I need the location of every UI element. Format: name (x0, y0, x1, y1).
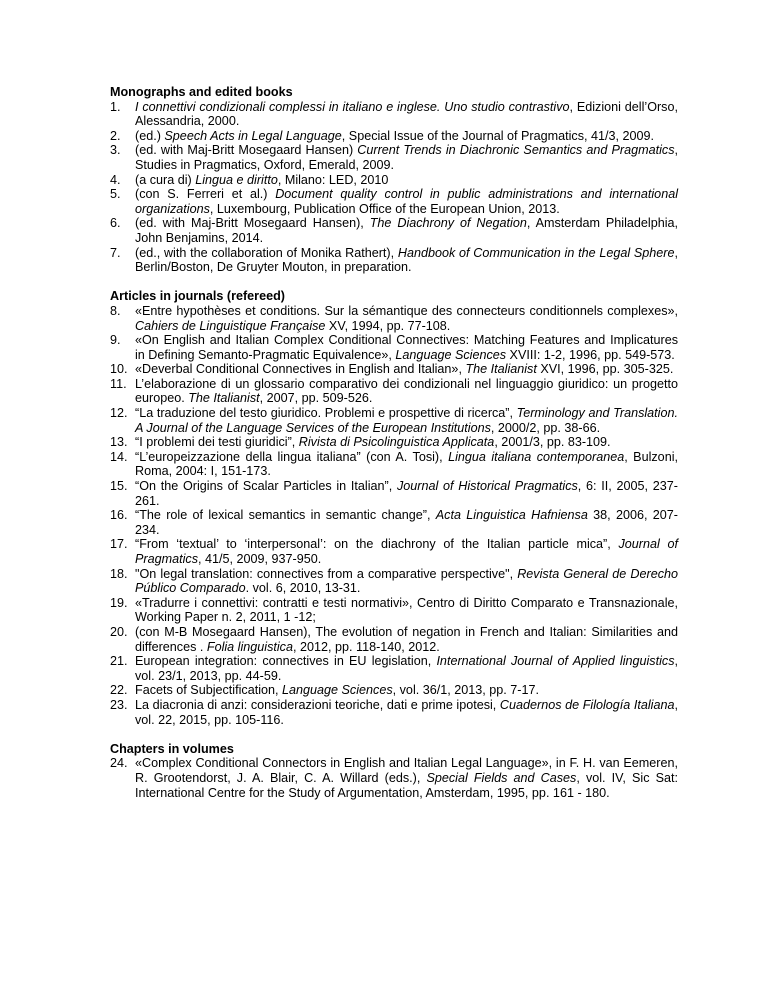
item-number: 13. (110, 435, 128, 450)
item-number: 19. (110, 595, 128, 610)
list-item (110, 508, 678, 537)
citation-text: (con S. Ferreri et al.) (135, 187, 276, 202)
item-number: 21. (110, 654, 128, 669)
citation-title: The Italianist (465, 362, 537, 377)
list-item (110, 537, 678, 566)
item-number: 24. (110, 756, 128, 771)
publication-list (110, 85, 678, 800)
section-title: Chapters in volumes (110, 741, 234, 756)
list-item (110, 596, 678, 625)
citation-text: , Berlin/Boston, De Gruyter Mouton, in preparation. (135, 245, 678, 275)
citation-title: Journal of Pragmatics (135, 537, 678, 566)
list-item (110, 654, 678, 683)
citation-text: , 41/5, 2009, 937-950. (198, 552, 322, 566)
citation-text: , 2001/3, pp. 83-109. (494, 435, 611, 450)
list-item (110, 698, 678, 727)
citation-text: , Amsterdam Philadelphia, John Benjamins, 2014. (135, 216, 679, 245)
citation-text: (ed. with Maj-Britt Mosegaard Hansen), (135, 216, 370, 231)
citation-text: XV, 1994, pp. 77-108. (325, 318, 451, 333)
citation-text: “La traduzione del testo giuridico. Problemi e prospettive di ricerca”, (135, 406, 517, 421)
citation-text: «Complex Conditional Connectors in English and Italian Legal Language», in F. H. van Eemeren, R. Grootendorst, J. A. Blair, C. A. Willard (eds.), (135, 756, 678, 785)
citation-text: (a cura di) (135, 172, 196, 187)
list-item (110, 756, 678, 800)
item-number: 7. (110, 245, 121, 260)
citation-title: Cuadernos de Filología Italiana (499, 697, 675, 712)
citation-title: Current Trends in Diachronic Semantics and Pragmatics (357, 143, 675, 158)
section-title: Monographs and edited books (110, 85, 293, 99)
citation-text: , Luxembourg, Publication Office of the European Union, 2013. (209, 201, 560, 216)
citation-text: XVI, 1996, pp. 305-325. (536, 362, 674, 377)
citation-text: (ed., with the collaboration of Monika Rathert), (135, 245, 398, 260)
citation-text: . vol. 6, 2010, 13-31. (245, 581, 361, 596)
item-number: 4. (110, 172, 121, 187)
citation-title: I connettivi condizionali complessi in italiano e inglese. Uno studio contrastivo (135, 99, 570, 114)
citation-text: , Special Issue of the Journal of Pragmatics, 41/3, 2009. (341, 128, 655, 143)
citation-text: “From ‘textual’ to ‘interpersonal’: on the diachrony of the Italian particle mica”, (135, 537, 619, 552)
list-item (110, 479, 678, 508)
citation-text: XVIII: 1-2, 1996, pp. 549-573. (506, 347, 675, 362)
citation-title: The Diachrony of Negation (369, 216, 527, 231)
item-number: 3. (110, 143, 121, 158)
list-item (110, 187, 678, 216)
citation-title: Journal of Historical Pragmatics (396, 479, 578, 494)
list-item (110, 216, 678, 245)
list-item (110, 683, 678, 698)
citation-title: Rivista di Psicolinguistica Applicata (298, 435, 495, 450)
list-item (110, 304, 678, 333)
citation-title: Language Sciences (282, 683, 393, 698)
citation-text: , Bulzoni, Roma, 2004: I, 151-173. (135, 449, 678, 479)
item-number: 17. (110, 537, 128, 552)
citation-title: Special Fields and Cases (426, 770, 577, 785)
list-item (110, 450, 678, 479)
list-item (110, 100, 678, 129)
citation-text: (con M-B Mosegaard Hansen), The evolution of negation in French and Italian: Similarities and differences . (135, 624, 678, 654)
list-item (110, 406, 678, 435)
citation-title: Lingua e diritto (195, 172, 278, 187)
citation-title: Acta Linguistica Hafniensa (435, 508, 588, 523)
citation-text: "On legal translation: connectives from a comparative perspective", (135, 566, 518, 581)
citation-text: , Studies in Pragmatics, Oxford, Emerald, 2009. (135, 143, 678, 172)
item-number: 23. (110, 697, 128, 712)
citation-title: Document quality control in public administrations and international organizations (135, 187, 678, 216)
citation-text: “On the Origins of Scalar Particles in Italian”, (135, 479, 397, 494)
citation-text: «On English and Italian Complex Conditional Connectives: Matching Features and Implicatures in Defining Semanto-Pragmatic Equivalence», (135, 333, 678, 362)
citation-text: “L’europeizzazione della lingua italiana” (con A. Tosi), (135, 449, 449, 464)
item-number: 18. (110, 566, 128, 581)
citation-title: Lingua italiana contemporanea (448, 449, 625, 464)
list-item (110, 173, 678, 188)
citation-text: «Entre hypothèses et conditions. Sur la sémantique des connecteurs conditionnels complexes», (135, 303, 678, 318)
citation-text: , vol. 36/1, 2013, pp. 7-17. (392, 683, 539, 698)
citation-title: International Journal of Applied linguistics (436, 654, 675, 669)
section (110, 85, 678, 275)
section-title: Articles in journals (refereed) (110, 289, 285, 304)
citation-title: Cahiers de Linguistique Française (135, 318, 326, 333)
item-number: 20. (110, 624, 128, 639)
item-number: 6. (110, 216, 121, 231)
citation-text: (ed.) (135, 128, 165, 143)
list-item (110, 246, 678, 275)
citation-text: , Milano: LED, 2010 (277, 172, 389, 187)
citation-text: , 2000/2, pp. 38-66. (490, 420, 601, 435)
citation-title: Terminology and Translation. A Journal of the Language Services of the European Institutions (135, 406, 678, 435)
citation-title: The Italianist (188, 391, 260, 406)
item-number: 11. (110, 376, 127, 391)
list-item (110, 333, 678, 362)
publication-list-items (110, 100, 678, 275)
section (110, 289, 678, 727)
citation-text: , Edizioni dell’Orso, Alessandria, 2000. (135, 99, 678, 129)
item-number: 12. (110, 406, 128, 421)
citation-title: Speech Acts in Legal Language (164, 128, 342, 143)
item-number: 8. (110, 303, 121, 318)
citation-text: «Tradurre i connettivi: contratti e testi normativi», Centro di Diritto Comparato e Transnazionale, Working Paper n. 2, 2011, 1 -12; (135, 595, 678, 625)
citation-title: Folia linguistica (206, 639, 293, 654)
publication-list-items (110, 756, 678, 800)
citation-text: , vol. IV, Sic Sat: International Centre for the Study of Argumentation, Amsterdam, 1995, pp. 161 - 180. (135, 770, 678, 800)
item-number: 22. (110, 683, 128, 698)
citation-text: , vol. 23/1, 2013, pp. 44-59. (135, 654, 678, 683)
item-number: 16. (110, 508, 128, 523)
citation-text: «Deverbal Conditional Connectives in English and Italian», (135, 362, 466, 377)
list-item (110, 567, 678, 596)
citation-text: , 2007, pp. 509-526. (259, 391, 373, 406)
citation-text: 38, 2006, 207-234. (135, 508, 678, 537)
citation-text: “The role of lexical semantics in semantic change”, (135, 508, 436, 523)
citation-text: European integration: connectives in EU legislation, (135, 654, 437, 669)
item-number: 15. (110, 479, 128, 494)
citation-title: Revista General de Derecho Público Comparado (135, 566, 679, 596)
item-number: 5. (110, 187, 121, 202)
list-item (110, 129, 678, 144)
item-number: 2. (110, 128, 121, 143)
item-number: 1. (110, 99, 121, 114)
list-item (110, 362, 678, 377)
citation-text: “I problemi dei testi giuridici”, (135, 435, 299, 450)
citation-text: , 2012, pp. 118-140, 2012. (292, 639, 440, 654)
list-item (110, 377, 678, 406)
citation-text: Facets of Subjectification, (135, 683, 282, 698)
list-item (110, 143, 678, 172)
item-number: 10. (110, 362, 128, 377)
item-number: 14. (110, 449, 128, 464)
section (110, 742, 678, 800)
list-item (110, 625, 678, 654)
citation-text: L’elaborazione di un glossario comparativo dei condizionali nel linguaggio giuridico: un progetto europeo. (135, 376, 678, 406)
publication-list-items (110, 304, 678, 727)
citation-text: La diacronia di anzi: considerazioni teoriche, dati e prime ipotesi, (135, 697, 500, 712)
list-item (110, 435, 678, 450)
citation-text: (ed. with Maj-Britt Mosegaard Hansen) (135, 143, 358, 158)
citation-title: Language Sciences (395, 347, 507, 362)
item-number: 9. (110, 333, 121, 348)
citation-title: Handbook of Communication in the Legal Sphere (397, 245, 675, 260)
citation-text: , 6: II, 2005, 237-261. (135, 479, 679, 508)
citation-text: , vol. 22, 2015, pp. 105-116. (135, 697, 678, 727)
